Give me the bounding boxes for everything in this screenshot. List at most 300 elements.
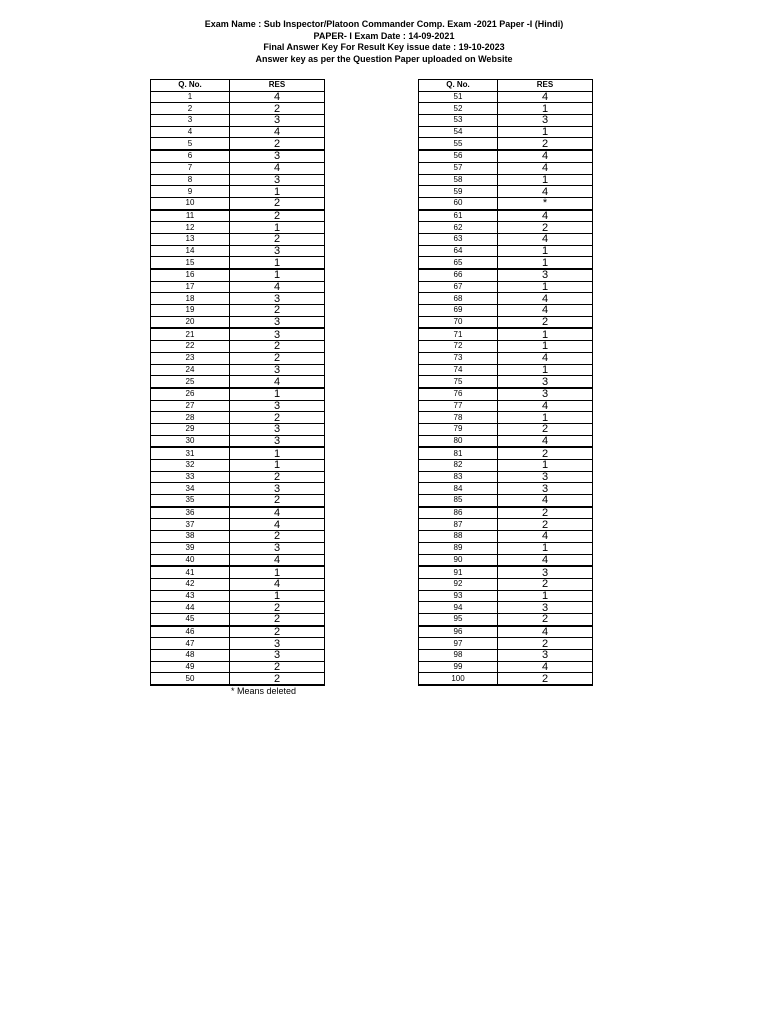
answer-cell: 1 [230,269,325,281]
column-header-result: RES [230,80,325,92]
answer-cell: 1 [230,590,325,602]
question-number-cell: 35 [151,495,230,507]
table-row [151,483,325,495]
answer-cell: 4 [230,126,325,138]
question-number-cell: 76 [419,388,498,400]
table-row [151,602,325,614]
table-row [419,115,593,127]
table-row [419,673,593,685]
question-number-cell: 50 [151,673,230,685]
question-number-cell: 100 [419,673,498,685]
question-number-cell: 53 [419,115,498,127]
answer-cell: 4 [498,150,593,162]
table-row [151,519,325,531]
table-row [151,531,325,543]
question-number-cell: 97 [419,638,498,650]
answer-cell: 4 [498,435,593,447]
answer-cell: 2 [230,352,325,364]
table-row [419,91,593,103]
answer-cell: 1 [498,126,593,138]
answer-cell: 4 [498,531,593,543]
question-number-cell: 39 [151,542,230,554]
answer-cell: 3 [498,566,593,578]
answer-cell: 2 [498,316,593,328]
question-number-cell: 70 [419,316,498,328]
question-number-cell: 42 [151,578,230,590]
table-row [419,293,593,305]
answer-table-left [150,79,325,686]
table-row [151,186,325,198]
question-number-cell: 10 [151,197,230,209]
question-number-cell: 83 [419,471,498,483]
question-number-cell: 33 [151,471,230,483]
answer-cell: 1 [498,412,593,424]
table-row [151,126,325,138]
table-row [151,341,325,353]
question-number-cell: 64 [419,245,498,257]
table-row [419,197,593,209]
answer-cell: * [498,197,593,209]
question-number-cell: 21 [151,328,230,340]
answer-cell: 3 [230,293,325,305]
table-row [151,257,325,269]
table-row [419,460,593,472]
answer-cell: 2 [498,507,593,519]
question-number-cell: 43 [151,590,230,602]
answer-cell: 2 [230,138,325,150]
table-row [151,376,325,388]
column-header-question-number: Q. No. [151,80,230,92]
question-number-cell: 46 [151,626,230,638]
answer-cell: 1 [498,328,593,340]
answer-cell: 2 [230,341,325,353]
question-number-cell: 65 [419,257,498,269]
table-row [151,245,325,257]
answer-cell: 2 [498,673,593,685]
answer-table-right [418,79,593,686]
table-row [419,400,593,412]
question-number-cell: 17 [151,281,230,293]
table-row [151,542,325,554]
question-number-cell: 86 [419,507,498,519]
table-row [151,578,325,590]
question-number-cell: 84 [419,483,498,495]
question-number-cell: 71 [419,328,498,340]
table-row [419,150,593,162]
question-number-cell: 80 [419,435,498,447]
answer-cell: 2 [230,673,325,685]
table-row [419,126,593,138]
question-number-cell: 55 [419,138,498,150]
answer-cell: 3 [230,483,325,495]
answer-cell: 3 [498,602,593,614]
question-number-cell: 75 [419,376,498,388]
answer-cell: 2 [498,447,593,459]
answer-key-note-line: Answer key as per the Question Paper uploaded on Website [255,53,513,64]
question-number-cell: 23 [151,352,230,364]
table-row [151,197,325,209]
table-row [419,245,593,257]
question-number-cell: 63 [419,233,498,245]
question-number-cell: 66 [419,269,498,281]
question-number-cell: 90 [419,554,498,566]
question-number-cell: 95 [419,613,498,625]
table-row [151,115,325,127]
question-number-cell: 25 [151,376,230,388]
table-row [151,507,325,519]
question-number-cell: 49 [151,661,230,673]
answer-cell: 4 [498,233,593,245]
question-number-cell: 77 [419,400,498,412]
question-number-cell: 92 [419,578,498,590]
table-row [151,91,325,103]
question-number-cell: 3 [151,115,230,127]
question-number-cell: 54 [419,126,498,138]
table-row [419,269,593,281]
table-row [419,412,593,424]
answer-cell: 3 [230,245,325,257]
answer-cell: 3 [498,483,593,495]
answer-cell: 4 [230,376,325,388]
table-row [419,388,593,400]
question-number-cell: 44 [151,602,230,614]
answer-cell: 3 [498,388,593,400]
question-number-cell: 18 [151,293,230,305]
table-row [151,222,325,234]
question-number-cell: 96 [419,626,498,638]
table-row [151,435,325,447]
table-row [419,186,593,198]
answer-cell: 1 [498,460,593,472]
question-number-cell: 16 [151,269,230,281]
question-number-cell: 61 [419,210,498,222]
question-number-cell: 13 [151,233,230,245]
answer-cell: 2 [498,423,593,435]
question-number-cell: 9 [151,186,230,198]
table-row [419,542,593,554]
column-header-result: RES [498,80,593,92]
table-row [419,210,593,222]
table-row [419,638,593,650]
table-row [419,423,593,435]
answer-cell: 4 [230,91,325,103]
answer-cell: 4 [230,281,325,293]
table-row [151,293,325,305]
table-row [419,483,593,495]
exam-date-line: PAPER- I Exam Date : 14-09-2021 [313,30,455,41]
question-number-cell: 45 [151,613,230,625]
table-row [151,210,325,222]
table-row [151,388,325,400]
table-row [151,423,325,435]
table-row [151,447,325,459]
answer-cell: 1 [498,257,593,269]
question-number-cell: 22 [151,341,230,353]
answer-cell: 2 [498,613,593,625]
table-row [151,412,325,424]
answer-cell: 4 [498,91,593,103]
answer-cell: 4 [498,661,593,673]
answer-cell: 4 [498,400,593,412]
table-row [419,447,593,459]
table-row [151,626,325,638]
table-row [419,435,593,447]
answer-table-right-body [419,91,593,685]
question-number-cell: 93 [419,590,498,602]
question-number-cell: 14 [151,245,230,257]
question-number-cell: 51 [419,91,498,103]
question-number-cell: 5 [151,138,230,150]
table-row [151,638,325,650]
answer-cell: 3 [230,364,325,376]
answer-cell: 4 [498,352,593,364]
question-number-cell: 60 [419,197,498,209]
answer-cell: 4 [230,519,325,531]
question-number-cell: 73 [419,352,498,364]
question-number-cell: 79 [419,423,498,435]
answer-cell: 4 [498,495,593,507]
answer-cell: 1 [230,388,325,400]
question-number-cell: 41 [151,566,230,578]
table-row [419,222,593,234]
answer-cell: 2 [230,305,325,317]
table-row [151,554,325,566]
answer-cell: 2 [230,495,325,507]
answer-cell: 2 [230,210,325,222]
table-row [419,316,593,328]
answer-cell: 4 [498,293,593,305]
question-number-cell: 52 [419,103,498,115]
table-row [419,495,593,507]
question-number-cell: 74 [419,364,498,376]
question-number-cell: 62 [419,222,498,234]
answer-cell: 1 [230,257,325,269]
question-number-cell: 32 [151,460,230,472]
answer-cell: 3 [230,115,325,127]
answer-cell: 3 [498,115,593,127]
answer-cell: 2 [230,233,325,245]
exam-name-title: Exam Name : Sub Inspector/Platoon Commander Comp. Exam -2021 Paper -I (Hindi) [204,19,564,29]
table-row [419,471,593,483]
question-number-cell: 85 [419,495,498,507]
table-row [419,281,593,293]
table-row [151,150,325,162]
table-row [419,162,593,174]
answer-cell: 4 [498,626,593,638]
table-row [151,650,325,662]
question-number-cell: 8 [151,174,230,186]
table-row [151,233,325,245]
question-number-cell: 48 [151,650,230,662]
answer-cell: 4 [498,186,593,198]
question-number-cell: 11 [151,210,230,222]
question-number-cell: 27 [151,400,230,412]
answer-cell: 4 [230,554,325,566]
table-header-row [419,80,593,92]
answer-cell: 1 [498,103,593,115]
column-header-question-number: Q. No. [419,80,498,92]
answer-cell: 2 [498,222,593,234]
question-number-cell: 81 [419,447,498,459]
table-row [151,305,325,317]
answer-cell: 4 [498,162,593,174]
question-number-cell: 36 [151,507,230,519]
table-row [151,661,325,673]
answer-cell: 4 [498,305,593,317]
table-row [419,590,593,602]
answer-cell: 3 [230,423,325,435]
answer-cell: 2 [230,412,325,424]
question-number-cell: 6 [151,150,230,162]
table-row [419,233,593,245]
table-header-row [151,80,325,92]
answer-cell: 4 [230,507,325,519]
question-number-cell: 56 [419,150,498,162]
answer-cell: 1 [230,460,325,472]
table-row [151,352,325,364]
table-row [151,460,325,472]
answer-cell: 2 [498,638,593,650]
table-row [151,566,325,578]
document-header [0,19,768,65]
answer-cell: 3 [498,650,593,662]
question-number-cell: 57 [419,162,498,174]
answer-cell: 1 [230,186,325,198]
table-row [419,554,593,566]
answer-cell: 1 [230,222,325,234]
question-number-cell: 58 [419,174,498,186]
table-row [151,613,325,625]
table-row [151,673,325,685]
table-row [419,566,593,578]
table-row [419,531,593,543]
answer-cell: 1 [498,245,593,257]
question-number-cell: 67 [419,281,498,293]
table-row [419,305,593,317]
footnote-deleted-legend: * Means deleted [231,686,297,696]
table-row [419,519,593,531]
answer-cell: 3 [230,316,325,328]
table-row [419,376,593,388]
table-row [151,328,325,340]
question-number-cell: 78 [419,412,498,424]
question-number-cell: 99 [419,661,498,673]
answer-cell: 3 [230,435,325,447]
table-row [419,257,593,269]
table-row [419,578,593,590]
answer-table-left-body [151,91,325,685]
answer-cell: 3 [230,174,325,186]
question-number-cell: 69 [419,305,498,317]
answer-cell: 2 [230,613,325,625]
answer-cell: 1 [498,341,593,353]
answer-cell: 3 [498,376,593,388]
question-number-cell: 7 [151,162,230,174]
table-row [419,661,593,673]
question-number-cell: 47 [151,638,230,650]
answer-cell: 3 [498,269,593,281]
answer-cell: 4 [498,554,593,566]
question-number-cell: 87 [419,519,498,531]
answer-cell: 3 [230,650,325,662]
table-row [151,400,325,412]
table-row [419,650,593,662]
table-row [419,613,593,625]
question-number-cell: 89 [419,542,498,554]
question-number-cell: 31 [151,447,230,459]
question-number-cell: 19 [151,305,230,317]
table-row [151,281,325,293]
question-number-cell: 26 [151,388,230,400]
question-number-cell: 12 [151,222,230,234]
question-number-cell: 24 [151,364,230,376]
answer-cell: 2 [498,519,593,531]
table-row [419,174,593,186]
answer-cell: 1 [230,447,325,459]
answer-cell: 4 [230,578,325,590]
table-row [151,316,325,328]
question-number-cell: 28 [151,412,230,424]
table-row [419,364,593,376]
table-row [419,328,593,340]
question-number-cell: 59 [419,186,498,198]
question-number-cell: 37 [151,519,230,531]
answer-cell: 3 [230,328,325,340]
answer-cell: 4 [230,162,325,174]
question-number-cell: 2 [151,103,230,115]
answer-cell: 2 [230,661,325,673]
table-row [419,352,593,364]
answer-cell: 2 [230,626,325,638]
answer-cell: 1 [498,281,593,293]
table-row [151,269,325,281]
question-number-cell: 1 [151,91,230,103]
answer-cell: 1 [498,590,593,602]
answer-cell: 1 [498,364,593,376]
table-row [151,590,325,602]
table-row [151,103,325,115]
table-row [419,341,593,353]
answer-key-issue-date-line: Final Answer Key For Result Key issue date : 19-10-2023 [263,42,505,52]
table-row [419,626,593,638]
question-number-cell: 88 [419,531,498,543]
answer-cell: 3 [230,400,325,412]
answer-cell: 2 [498,138,593,150]
question-number-cell: 68 [419,293,498,305]
question-number-cell: 29 [151,423,230,435]
answer-cell: 2 [230,531,325,543]
answer-cell: 3 [230,542,325,554]
answer-cell: 4 [498,210,593,222]
table-row [419,138,593,150]
question-number-cell: 30 [151,435,230,447]
answer-cell: 3 [230,638,325,650]
question-number-cell: 72 [419,341,498,353]
answer-cell: 1 [498,542,593,554]
answer-cell: 2 [230,471,325,483]
answer-cell: 3 [230,150,325,162]
question-number-cell: 94 [419,602,498,614]
table-row [419,602,593,614]
question-number-cell: 15 [151,257,230,269]
answer-cell: 2 [230,103,325,115]
table-row [419,103,593,115]
table-row [151,138,325,150]
question-number-cell: 91 [419,566,498,578]
question-number-cell: 82 [419,460,498,472]
table-row [151,162,325,174]
answer-cell: 2 [230,197,325,209]
